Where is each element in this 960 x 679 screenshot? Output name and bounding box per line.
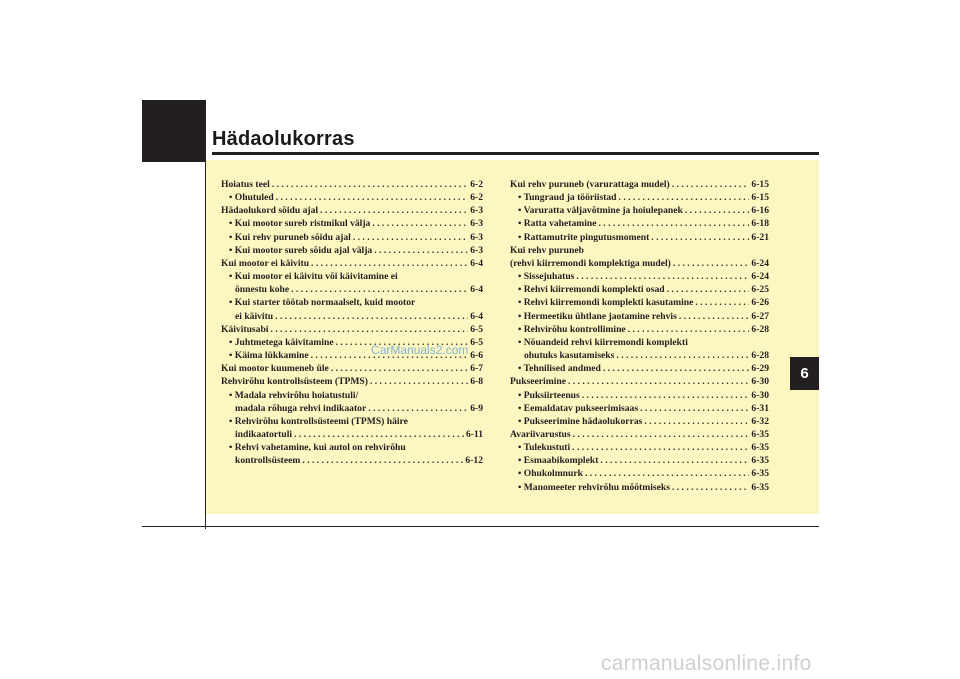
toc-page-number: 6-24 bbox=[751, 271, 769, 283]
toc-entry-title: Hoiatus teel bbox=[221, 179, 270, 190]
toc-entry-title: • Kui rehv puruneb sõidu ajal bbox=[229, 231, 351, 243]
toc-entry-title: Kui mootor kuumeneb üle bbox=[221, 363, 329, 375]
toc-entry-title: • Eemaldatav pukseerimisaas bbox=[518, 402, 639, 414]
toc-page-number: 6-2 bbox=[470, 192, 483, 204]
toc-page-number: 6-21 bbox=[751, 231, 769, 243]
toc-page-number: 6-11 bbox=[465, 428, 483, 440]
page-title: Hädaolukorras bbox=[212, 128, 355, 150]
dot-leader bbox=[673, 257, 750, 270]
toc-entry-title: • Rehvi kiirremondi komplekti kasutamine bbox=[518, 297, 694, 309]
dot-leader bbox=[644, 415, 749, 428]
toc-entry-title: Käivitusabi bbox=[221, 323, 269, 335]
toc-page-number: 6-35 bbox=[751, 428, 769, 440]
dot-leader bbox=[582, 389, 750, 402]
dot-leader bbox=[599, 217, 750, 230]
toc-heading-line: • Nõuandeid rehvi kiirremondi komplekti bbox=[518, 336, 688, 348]
toc-entry[interactable] bbox=[510, 178, 769, 191]
toc-entry-title: • Tehnilised andmed bbox=[518, 363, 601, 375]
toc-heading-line: • Rehvirõhu kontrollsüsteemi (TPMS) häire bbox=[229, 415, 408, 427]
toc-entry-title: kontrollsüsteem bbox=[235, 455, 301, 467]
toc-page-number: 6-4 bbox=[470, 310, 483, 322]
toc-entry-title: • Ratta vahetamine bbox=[518, 218, 597, 230]
dot-leader bbox=[603, 362, 750, 375]
toc-page-number: 6-28 bbox=[751, 323, 769, 335]
dot-leader bbox=[672, 178, 750, 191]
dot-leader bbox=[294, 428, 464, 441]
dot-leader bbox=[302, 454, 463, 467]
toc-page-number: 6-15 bbox=[751, 179, 769, 190]
toc-heading-line: • Rehvi vahetamine, kui autol on rehvirõhu bbox=[229, 442, 406, 454]
dot-leader bbox=[640, 402, 749, 415]
toc-page-number: 6-35 bbox=[751, 468, 769, 480]
dot-leader bbox=[276, 191, 469, 204]
dot-leader bbox=[568, 375, 749, 388]
toc-column-right bbox=[510, 178, 769, 494]
toc-page-number: 6-29 bbox=[751, 363, 769, 375]
dot-leader bbox=[685, 204, 750, 217]
toc-entry[interactable] bbox=[221, 283, 483, 296]
dot-leader bbox=[275, 310, 468, 323]
toc-entry[interactable] bbox=[510, 257, 769, 270]
dot-leader bbox=[270, 323, 468, 336]
toc-page-number: 6-25 bbox=[751, 284, 769, 296]
toc-entry[interactable] bbox=[221, 217, 483, 230]
toc-page-number: 6-35 bbox=[751, 455, 769, 467]
dot-leader bbox=[667, 283, 750, 296]
toc-page-number: 6-26 bbox=[751, 297, 769, 309]
toc-entry-title: • Hermeetiku ühtlane jaotamine rehvis bbox=[518, 310, 677, 322]
toc-entry[interactable] bbox=[221, 454, 483, 467]
toc-entry-title: indikaatortuli bbox=[235, 428, 293, 440]
watermark-bottom: carmanualsonline.info bbox=[601, 652, 812, 675]
toc-entry-title: • Tungraud ja tööriistad bbox=[518, 192, 617, 204]
corner-black-tab bbox=[142, 100, 206, 162]
toc-entry[interactable] bbox=[510, 481, 769, 494]
toc-entry[interactable] bbox=[510, 467, 769, 480]
bottom-rule bbox=[142, 526, 819, 527]
toc-entry-title: • Kui mootor sureb ristmikul välja bbox=[229, 218, 371, 230]
toc-entry-title: ei käivitu bbox=[235, 310, 274, 322]
toc-entry[interactable] bbox=[510, 375, 769, 388]
toc-entry[interactable] bbox=[510, 270, 769, 283]
toc-heading-line: • Madala rehvirõhu hoiatustuli/ bbox=[229, 389, 359, 401]
toc-page-number: 6-4 bbox=[470, 284, 483, 296]
toc-column-left bbox=[221, 178, 483, 467]
dot-leader bbox=[679, 310, 750, 323]
toc-entry-title: • Pukseerimine hädaolukorras bbox=[518, 415, 643, 427]
toc-entry-title: madala rõhuga rehvi indikaator bbox=[235, 402, 367, 414]
dot-leader bbox=[374, 244, 468, 257]
toc-entry[interactable] bbox=[510, 204, 769, 217]
toc-entry[interactable] bbox=[221, 323, 483, 336]
toc-entry-title: • Rehvi kiirremondi komplekti osad bbox=[518, 284, 665, 296]
dot-leader bbox=[368, 402, 468, 415]
dot-leader bbox=[572, 441, 749, 454]
dot-leader bbox=[353, 231, 468, 244]
dot-leader bbox=[600, 454, 749, 467]
toc-entry-title: Kui mootor ei käivitu bbox=[221, 257, 310, 269]
toc-entry[interactable] bbox=[510, 310, 769, 323]
watermark-center: CarManuals2.com bbox=[371, 343, 469, 357]
dot-leader bbox=[619, 191, 750, 204]
toc-entry[interactable] bbox=[510, 283, 769, 296]
toc-page-number: 6-3 bbox=[470, 205, 483, 217]
toc-entry[interactable] bbox=[510, 323, 769, 336]
toc-entry[interactable] bbox=[221, 402, 483, 415]
toc-page-number: 6-15 bbox=[751, 192, 769, 204]
toc-entry-title: • Kui mootor sureb sõidu ajal välja bbox=[229, 244, 373, 256]
toc-page-number: 6-5 bbox=[470, 336, 483, 348]
dot-leader bbox=[585, 467, 749, 480]
toc-page-number: 6-4 bbox=[470, 257, 483, 269]
dot-leader bbox=[672, 481, 749, 494]
dot-leader bbox=[272, 178, 468, 191]
toc-entry-title: (rehvi kiirremondi komplektiga mudel) bbox=[510, 257, 671, 269]
dot-leader bbox=[695, 296, 749, 309]
toc-entry-title: • Puksiirteenus bbox=[518, 389, 580, 401]
toc-entry[interactable] bbox=[510, 402, 769, 415]
toc-entry[interactable] bbox=[510, 415, 769, 428]
dot-leader bbox=[370, 375, 468, 388]
chapter-tab[interactable]: 6 bbox=[790, 357, 819, 390]
toc-entry[interactable] bbox=[221, 244, 483, 257]
toc-entry[interactable] bbox=[221, 178, 483, 191]
dot-leader bbox=[331, 362, 468, 375]
toc-entry[interactable] bbox=[221, 310, 483, 323]
toc-entry[interactable] bbox=[510, 389, 769, 402]
toc-entry[interactable] bbox=[510, 231, 769, 244]
toc-page-number: 6-35 bbox=[751, 442, 769, 454]
toc-entry[interactable] bbox=[510, 441, 769, 454]
toc-page-number: 6-6 bbox=[470, 350, 483, 362]
toc-page-number: 6-5 bbox=[470, 323, 483, 335]
toc-page-number: 6-18 bbox=[751, 218, 769, 230]
toc-entry-title: Avariivarustus bbox=[510, 428, 571, 440]
toc-page-number: 6-3 bbox=[470, 244, 483, 256]
toc-entry-title: • Manomeeter rehvirõhu mõõtmiseks bbox=[518, 481, 670, 493]
toc-entry[interactable] bbox=[221, 362, 483, 375]
toc-page-number: 6-3 bbox=[470, 231, 483, 243]
toc-entry[interactable] bbox=[510, 217, 769, 230]
toc-page-number: 6-16 bbox=[751, 205, 769, 217]
toc-entry-title: • Esmaabikomplekt bbox=[518, 455, 599, 467]
toc-page-number: 6-2 bbox=[470, 179, 483, 190]
toc-heading-line: • Kui mootor ei käivitu või käivitamine ei bbox=[229, 271, 398, 283]
toc-page-number: 6-3 bbox=[470, 218, 483, 230]
toc-entry-title: • Juhtmetega käivitamine bbox=[229, 336, 334, 348]
toc-entry[interactable] bbox=[221, 257, 483, 270]
toc-entry-title: Kui rehv puruneb (varurattaga mudel) bbox=[510, 179, 670, 190]
toc-entry[interactable] bbox=[221, 231, 483, 244]
dot-leader bbox=[291, 283, 468, 296]
toc-entry-title: ohutuks kasutamiseks bbox=[524, 350, 615, 362]
toc-page-number: 6-7 bbox=[470, 363, 483, 375]
toc-entry-title: • Rattamutrite pingutusmoment bbox=[518, 231, 650, 243]
toc-entry-title: Rehvirõhu kontrollsüsteem (TPMS) bbox=[221, 376, 368, 388]
toc-entry-title: önnestu kohe bbox=[235, 284, 290, 296]
toc-page-number: 6-9 bbox=[470, 402, 483, 414]
dot-leader bbox=[576, 270, 749, 283]
toc-page-number: 6-27 bbox=[751, 310, 769, 322]
toc-entry[interactable] bbox=[221, 428, 483, 441]
toc-entry[interactable] bbox=[510, 454, 769, 467]
dot-leader bbox=[320, 204, 468, 217]
toc-page-number: 6-28 bbox=[751, 350, 769, 362]
dot-leader bbox=[311, 257, 468, 270]
toc-page-number: 6-32 bbox=[751, 415, 769, 427]
toc-heading-line: • Kui starter töötab normaalselt, kuid mootor bbox=[229, 297, 416, 309]
toc-page-number: 6-30 bbox=[751, 389, 769, 401]
toc-entry[interactable] bbox=[221, 204, 483, 217]
dot-leader bbox=[628, 323, 750, 336]
toc-entry-title: • Varuratta väljavõtmine ja hoiulepanek bbox=[518, 205, 683, 217]
toc-entry-title: • Tulekustuti bbox=[518, 442, 571, 454]
toc-entry[interactable] bbox=[510, 296, 769, 309]
toc-page-number: 6-35 bbox=[751, 481, 769, 493]
dot-leader bbox=[651, 231, 749, 244]
toc-heading-line: Kui rehv puruneb bbox=[510, 244, 584, 256]
toc-entry-title: Pukseerimine bbox=[510, 376, 566, 388]
toc-entry-title: • Ohukolmnurk bbox=[518, 468, 583, 480]
title-underline bbox=[212, 152, 819, 155]
dot-leader bbox=[616, 349, 749, 362]
toc-page-number: 6-30 bbox=[751, 376, 769, 388]
toc-page-number: 6-12 bbox=[465, 455, 483, 467]
toc-page-number: 6-8 bbox=[470, 376, 483, 388]
toc-entry-title: • Ohutuled bbox=[229, 192, 274, 204]
toc-entry-title: • Käima lükkamine bbox=[229, 350, 309, 362]
toc-entry-title: • Sissejuhatus bbox=[518, 271, 575, 283]
toc-page-number: 6-24 bbox=[751, 257, 769, 269]
toc-page-number: 6-31 bbox=[751, 402, 769, 414]
toc-entry[interactable] bbox=[221, 191, 483, 204]
toc-entry[interactable] bbox=[510, 349, 769, 362]
toc-entry[interactable] bbox=[221, 375, 483, 388]
toc-entry[interactable] bbox=[510, 428, 769, 441]
dot-leader bbox=[372, 217, 468, 230]
toc-entry[interactable] bbox=[510, 191, 769, 204]
dot-leader bbox=[573, 428, 750, 441]
toc-entry[interactable] bbox=[510, 362, 769, 375]
toc-entry-title: Hädaolukord sõidu ajal bbox=[221, 205, 319, 217]
toc-entry-title: • Rehvirõhu kontrollimine bbox=[518, 323, 626, 335]
